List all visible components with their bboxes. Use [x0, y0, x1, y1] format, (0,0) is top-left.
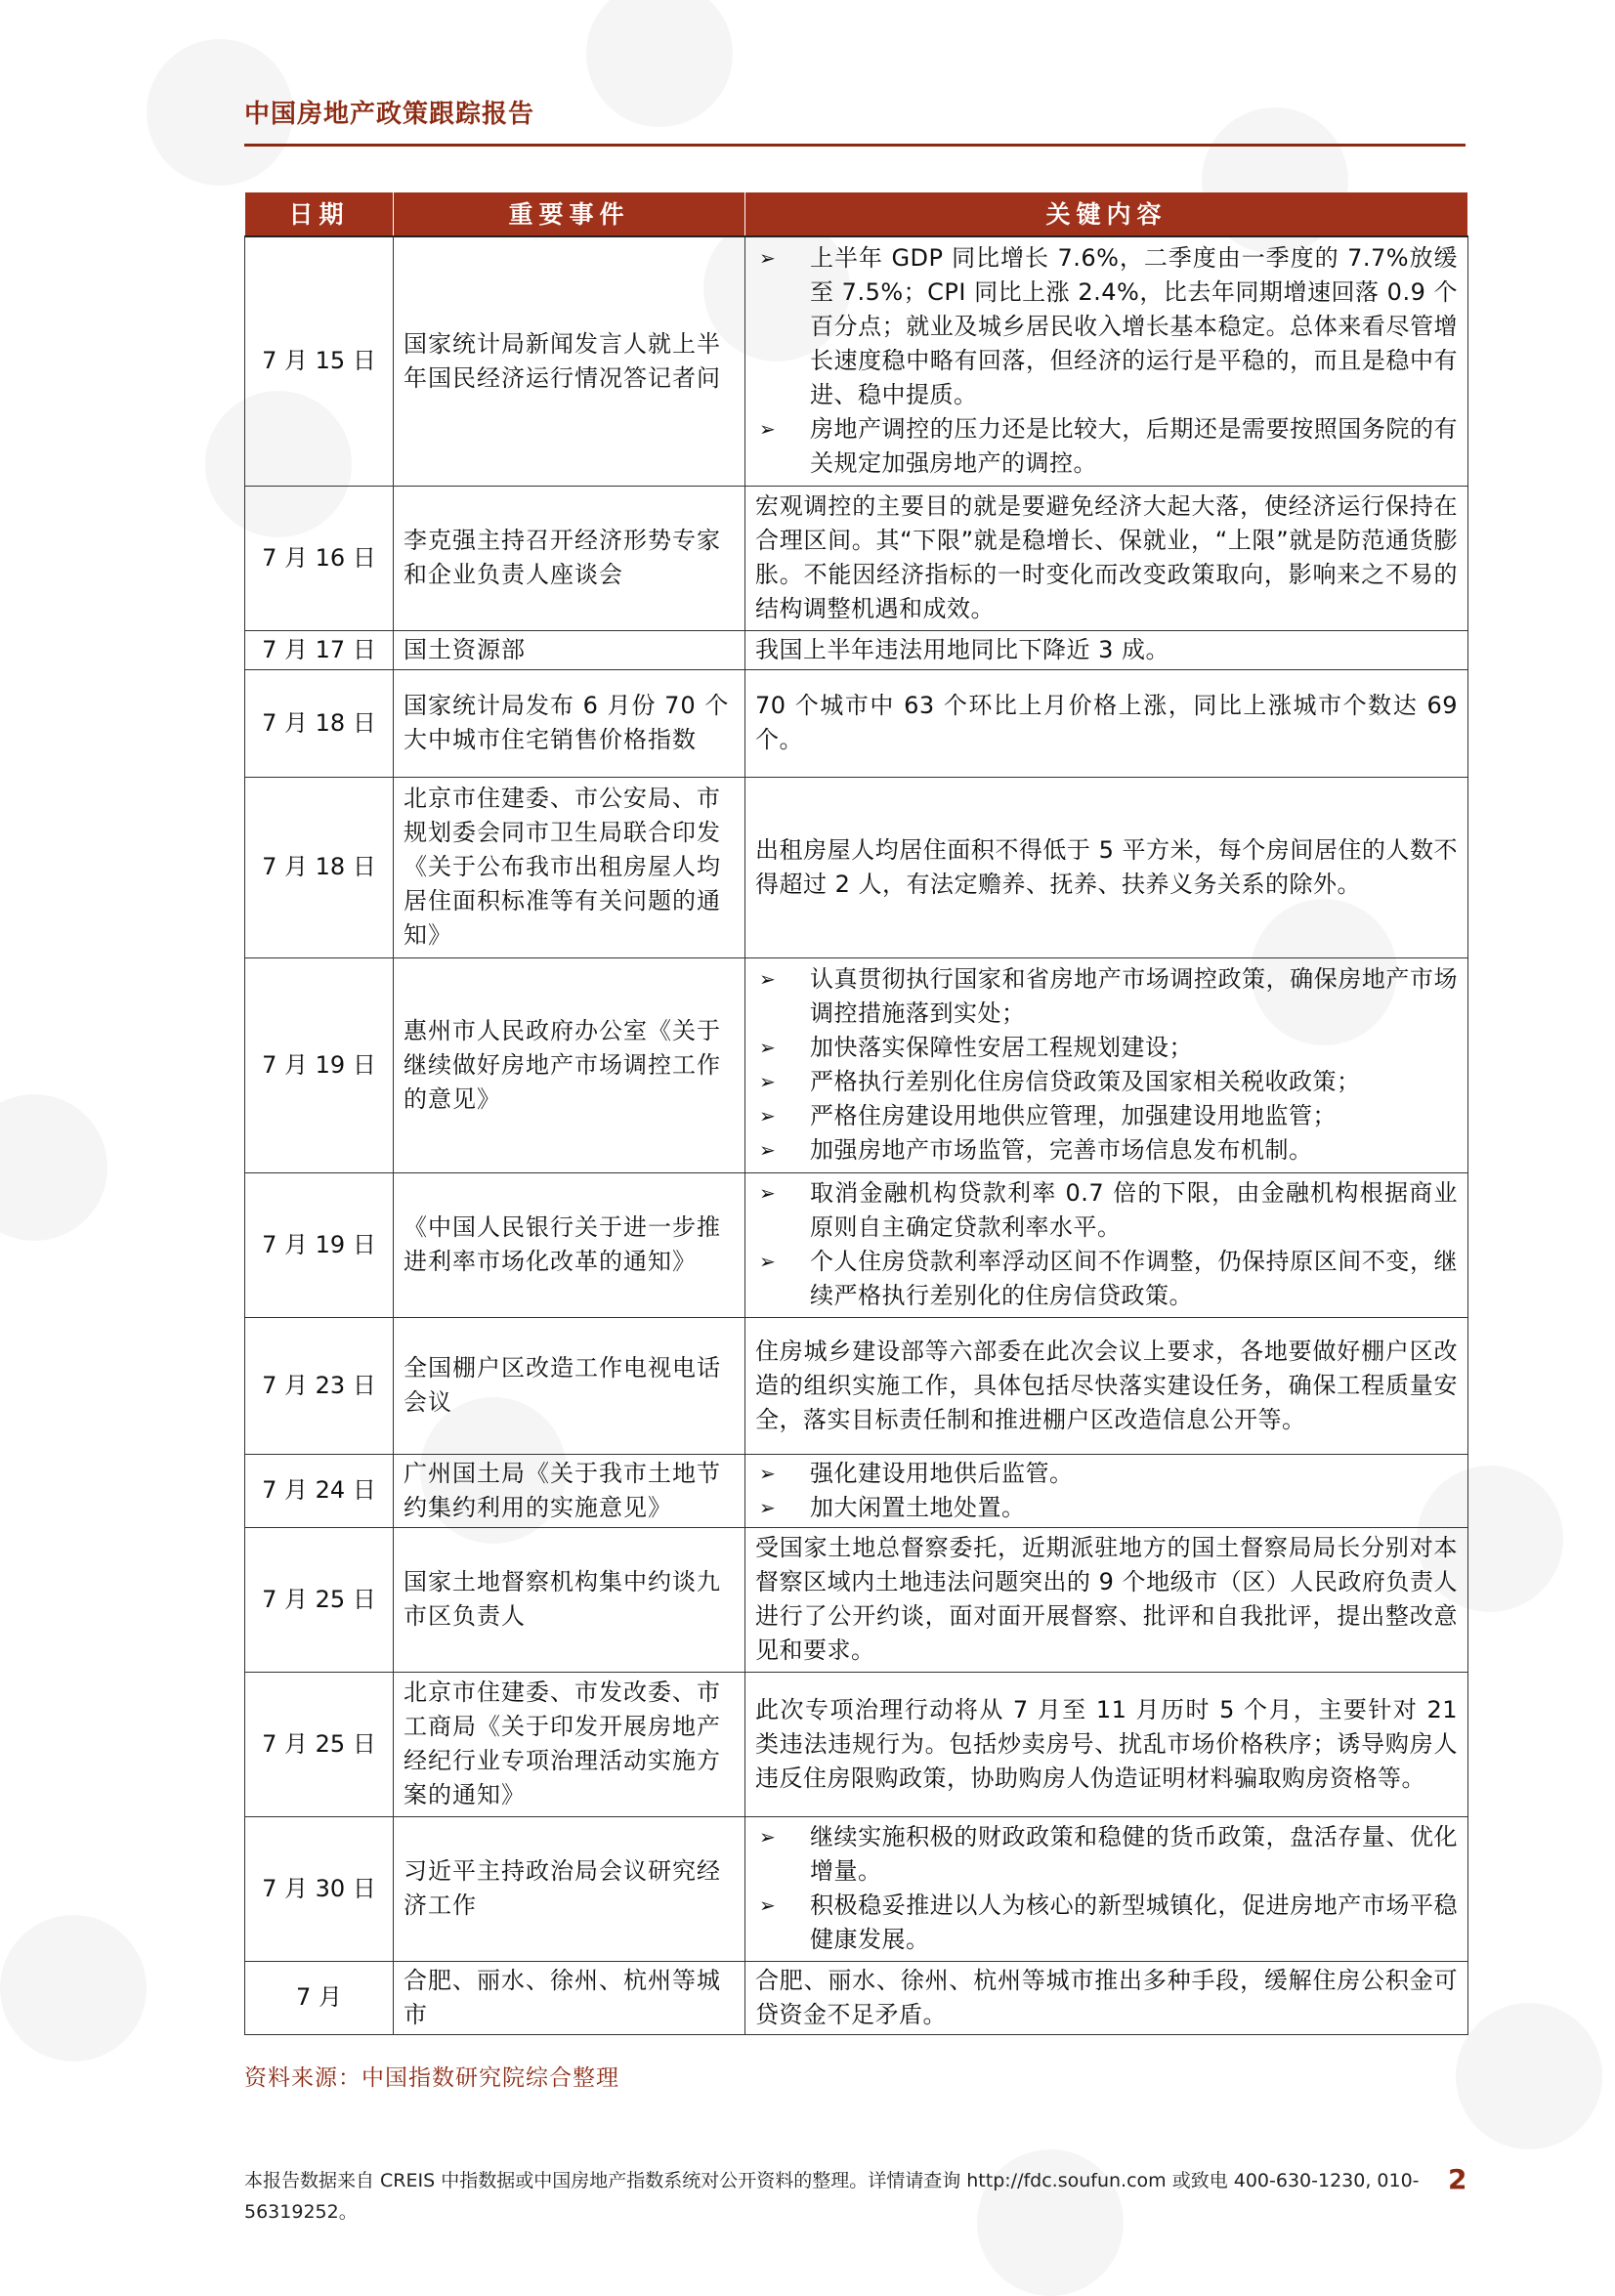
event-cell: 合肥、丽水、徐州、杭州等城市 [394, 1961, 745, 2034]
event-cell: 国土资源部 [394, 630, 745, 669]
list-item: ➢ 加强房地产市场监管，完善市场信息发布机制。 [755, 1133, 1458, 1168]
content-cell: 我国上半年违法用地同比下降近 3 成。 [745, 630, 1468, 669]
content-cell: 合肥、丽水、徐州、杭州等城市推出多种手段，缓解住房公积金可贷资金不足矛盾。 [745, 1961, 1468, 2034]
policy-events-table [244, 192, 1468, 2035]
arrow-bullet-icon: ➢ [759, 1070, 777, 1093]
date-cell: 7 月 24 日 [245, 1454, 394, 1527]
arrow-bullet-icon: ➢ [759, 1893, 777, 1917]
content-cell: 此次专项治理行动将从 7 月至 11 月历时 5 个月，主要针对 21 类违法违规行为。包括炒卖房号、扰乱市场价格秩序；诱导购房人违反住房限购政策，协助购房人伪造证明材料骗取购房资格等。 [745, 1672, 1468, 1816]
list-item: ➢ 房地产调控的压力还是比较大，后期还是需要按照国务院的有关规定加强房地产的调控。 [755, 412, 1458, 481]
list-item: ➢ 严格住房建设用地供应管理，加强建设用地监管； [755, 1099, 1458, 1133]
column-header-content: 关键内容 [745, 192, 1468, 236]
event-cell: 国家统计局新闻发言人就上半年国民经济运行情况答记者问 [394, 236, 745, 486]
source-note: 资料来源：中国指数研究院综合整理 [244, 2065, 619, 2091]
watermark-logo-icon [1456, 2003, 1602, 2149]
table-row [245, 1317, 1468, 1454]
arrow-bullet-icon: ➢ [759, 1461, 777, 1485]
date-cell: 7 月 25 日 [245, 1672, 394, 1816]
date-cell: 7 月 23 日 [245, 1317, 394, 1454]
arrow-bullet-icon: ➢ [759, 417, 777, 442]
arrow-bullet-icon: ➢ [759, 967, 777, 991]
date-cell: 7 月 19 日 [245, 1172, 394, 1317]
date-cell: 7 月 16 日 [245, 486, 394, 630]
header-divider [244, 144, 1466, 147]
page-number: 2 [1448, 2163, 1467, 2195]
content-cell: 70 个城市中 63 个环比上月价格上涨，同比上涨城市个数达 69 个。 [745, 669, 1468, 777]
list-item: ➢ 加快落实保障性安居工程规划建设； [755, 1031, 1458, 1065]
watermark-logo-icon [586, 0, 733, 127]
event-cell: 习近平主持政治局会议研究经济工作 [394, 1816, 745, 1961]
table-row [245, 1672, 1468, 1816]
date-cell: 7 月 15 日 [245, 236, 394, 486]
content-cell: 受国家土地总督察委托，近期派驻地方的国土督察局局长分别对本督察区域内土地违法问题突出的 9 个地级市（区）人民政府负责人进行了公开约谈，面对面开展督察、批评和自我批评，提出整改意见和要求。 [745, 1527, 1468, 1672]
table-row [245, 486, 1468, 630]
date-cell: 7 月 19 日 [245, 957, 394, 1172]
arrow-bullet-icon: ➢ [759, 246, 777, 271]
list-item: ➢ 严格执行差别化住房信贷政策及国家相关税收政策； [755, 1065, 1458, 1099]
list-item: ➢ 取消金融机构贷款利率 0.7 倍的下限，由金融机构根据商业原则自主确定贷款利率水平。 [755, 1176, 1458, 1245]
date-cell: 7 月 25 日 [245, 1527, 394, 1672]
arrow-bullet-icon: ➢ [759, 1181, 777, 1205]
table-row [245, 1454, 1468, 1527]
footer-disclaimer: 本报告数据来自 CREIS 中指数据或中国房地产指数系统对公开资料的整理。详情请查询 http://fdc.soufun.com 或致电 400-630-1230, 010-56319252。 [244, 2170, 1420, 2223]
arrow-bullet-icon: ➢ [759, 1825, 777, 1849]
list-item: ➢ 个人住房贷款利率浮动区间不作调整，仍保持原区间不变，继续严格执行差别化的住房信贷政策。 [755, 1245, 1458, 1313]
content-cell [745, 1172, 1468, 1317]
column-header-date: 日期 [245, 192, 394, 236]
table-header-row [245, 192, 1468, 236]
table-row [245, 1961, 1468, 2034]
date-cell: 7 月 30 日 [245, 1816, 394, 1961]
table-row [245, 1172, 1468, 1317]
table-row [245, 777, 1468, 957]
event-cell: 惠州市人民政府办公室《关于继续做好房地产市场调控工作的意见》 [394, 957, 745, 1172]
column-header-event: 重要事件 [394, 192, 745, 236]
content-cell: 宏观调控的主要目的就是要避免经济大起大落，使经济运行保持在合理区间。其“下限”就是稳增长、保就业，“上限”就是防范通货膨胀。不能因经济指标的一时变化而改变政策取向，影响来之不易的结构调整机遇和成效。 [745, 486, 1468, 630]
event-cell: 国家土地督察机构集中约谈九市区负责人 [394, 1527, 745, 1672]
table-row [245, 236, 1468, 486]
event-cell: 《中国人民银行关于进一步推进利率市场化改革的通知》 [394, 1172, 745, 1317]
arrow-bullet-icon: ➢ [759, 1036, 777, 1059]
page-title: 中国房地产政策跟踪报告 [244, 100, 535, 129]
table-row [245, 630, 1468, 669]
date-cell: 7 月 18 日 [245, 777, 394, 957]
arrow-bullet-icon: ➢ [759, 1250, 777, 1273]
event-cell: 北京市住建委、市公安局、市规划委会同市卫生局联合印发《关于公布我市出租房屋人均居住面积标准等有关问题的通知》 [394, 777, 745, 957]
date-cell: 7 月 17 日 [245, 630, 394, 669]
event-cell: 广州国土局《关于我市土地节约集约利用的实施意见》 [394, 1454, 745, 1527]
content-cell [745, 1454, 1468, 1527]
content-cell [745, 236, 1468, 486]
content-cell: 出租房屋人均居住面积不得低于 5 平方米，每个房间居住的人数不得超过 2 人，有法定赡养、抚养、扶养义务关系的除外。 [745, 777, 1468, 957]
list-item: ➢ 继续实施积极的财政政策和稳健的货币政策，盘活存量、优化增量。 [755, 1820, 1458, 1889]
watermark-logo-icon [0, 1094, 107, 1241]
list-item: ➢ 强化建设用地供后监管。 [755, 1457, 1458, 1491]
content-cell [745, 957, 1468, 1172]
list-item: ➢ 上半年 GDP 同比增长 7.6%，二季度由一季度的 7.7%放缓至 7.5%；CPI 同比上涨 2.4%，比去年同期增速回落 0.9 个百分点；就业及城乡居民收入增长基本稳定。总体来看尽管增长速度稳中略有回落，但经济的运行是平稳的，而且是稳中有进、稳中提质。 [755, 241, 1458, 412]
arrow-bullet-icon: ➢ [759, 1104, 777, 1127]
list-item: ➢ 认真贯彻执行国家和省房地产市场调控政策，确保房地产市场调控措施落到实处； [755, 962, 1458, 1031]
table-row [245, 957, 1468, 1172]
date-cell: 7 月 [245, 1961, 394, 2034]
arrow-bullet-icon: ➢ [759, 1495, 777, 1519]
table-row [245, 1816, 1468, 1961]
content-cell: 住房城乡建设部等六部委在此次会议上要求，各地要做好棚户区改造的组织实施工作，具体包括尽快落实建设任务，确保工程质量安全，落实目标责任制和推进棚户区改造信息公开等。 [745, 1317, 1468, 1454]
content-cell [745, 1816, 1468, 1961]
list-item: ➢ 积极稳妥推进以人为核心的新型城镇化，促进房地产市场平稳健康发展。 [755, 1889, 1458, 1957]
table-row [245, 1527, 1468, 1672]
event-cell: 北京市住建委、市发改委、市工商局《关于印发开展房地产经纪行业专项治理活动实施方案的通知》 [394, 1672, 745, 1816]
event-cell: 国家统计局发布 6 月份 70 个大中城市住宅销售价格指数 [394, 669, 745, 777]
event-cell: 全国棚户区改造工作电视电话会议 [394, 1317, 745, 1454]
table-row [245, 669, 1468, 777]
date-cell: 7 月 18 日 [245, 669, 394, 777]
list-item: ➢ 加大闲置土地处置。 [755, 1491, 1458, 1525]
event-cell: 李克强主持召开经济形势专家和企业负责人座谈会 [394, 486, 745, 630]
watermark-logo-icon [0, 1915, 147, 2062]
arrow-bullet-icon: ➢ [759, 1138, 777, 1162]
